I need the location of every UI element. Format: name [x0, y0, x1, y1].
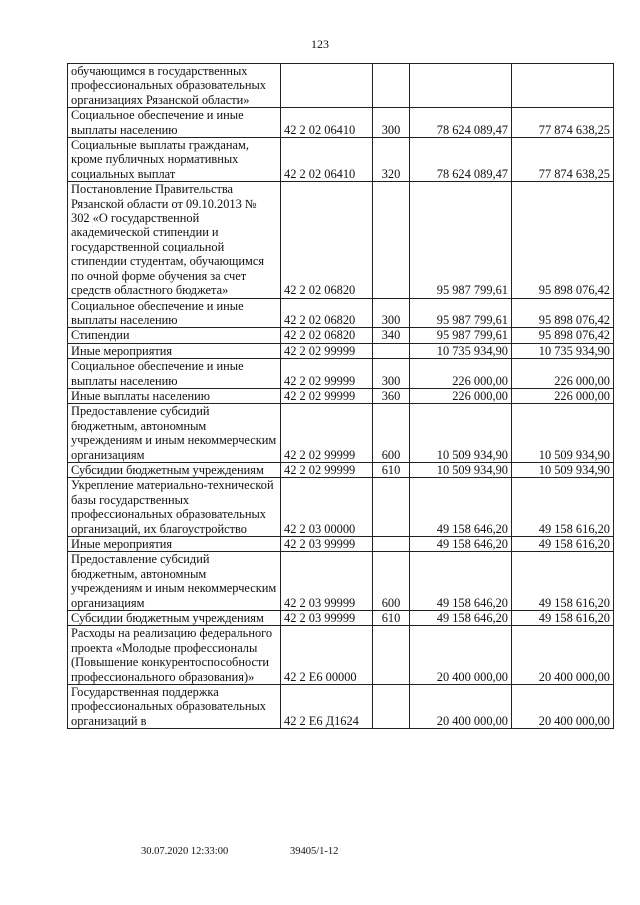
table-row	[68, 611, 614, 626]
table-row	[68, 182, 614, 298]
row-amount-1: 95 987 799,61	[410, 182, 512, 298]
row-code: 42 2 Е6 00000	[281, 626, 373, 685]
row-amount-1: 49 158 646,20	[410, 552, 512, 611]
row-code: 42 2 03 99999	[281, 611, 373, 626]
table-row	[68, 478, 614, 537]
row-expense-type: 360	[373, 388, 410, 403]
row-amount-2: 49 158 616,20	[512, 552, 614, 611]
row-name: Социальные выплаты гражданам, кроме публичных нормативных социальных выплат	[68, 138, 281, 182]
row-name: Расходы на реализацию федерального проекта «Молодые профессионалы (Повышение конкурентоспособности профессионального образования)»	[68, 626, 281, 685]
row-name: Иные мероприятия	[68, 343, 281, 358]
row-expense-type	[373, 626, 410, 685]
table-row	[68, 108, 614, 138]
row-name: обучающимся в государственных профессиональных образовательных организациях Рязанской области»	[68, 64, 281, 108]
row-amount-2: 20 400 000,00	[512, 626, 614, 685]
row-code: 42 2 02 06410	[281, 138, 373, 182]
row-code: 42 2 02 99999	[281, 462, 373, 477]
row-amount-2	[512, 64, 614, 108]
footer-timestamp: 30.07.2020 12:33:00	[141, 846, 229, 857]
row-name: Субсидии бюджетным учреждениям	[68, 462, 281, 477]
row-expense-type	[373, 685, 410, 729]
row-amount-1: 49 158 646,20	[410, 537, 512, 552]
row-amount-2: 95 898 076,42	[512, 182, 614, 298]
row-amount-2: 95 898 076,42	[512, 298, 614, 328]
row-amount-1: 20 400 000,00	[410, 626, 512, 685]
row-name: Предоставление субсидий бюджетным, автономным учреждениям и иным некоммерческим организациям	[68, 404, 281, 463]
row-name: Иные мероприятия	[68, 537, 281, 552]
table-row	[68, 685, 614, 729]
row-code: 42 2 02 06410	[281, 108, 373, 138]
row-expense-type: 320	[373, 138, 410, 182]
row-name: Стипендии	[68, 328, 281, 343]
row-code: 42 2 Е6 Д1624	[281, 685, 373, 729]
row-expense-type: 300	[373, 298, 410, 328]
row-name: Субсидии бюджетным учреждениям	[68, 611, 281, 626]
row-amount-1: 95 987 799,61	[410, 298, 512, 328]
row-amount-2: 77 874 638,25	[512, 138, 614, 182]
row-amount-1: 10 509 934,90	[410, 404, 512, 463]
row-amount-1: 10 509 934,90	[410, 462, 512, 477]
row-name: Постановление Правительства Рязанской области от 09.10.2013 № 302 «О государственной академической стипендии и государственной социальной стипендии студентам, обучающимся по очной форме обучения за счет средств областного бюджета»	[68, 182, 281, 298]
row-expense-type: 300	[373, 359, 410, 389]
row-amount-1: 49 158 646,20	[410, 478, 512, 537]
row-name: Укрепление материально-технической базы государственных профессиональных образовательных организаций, их благоустройство	[68, 478, 281, 537]
table-row	[68, 462, 614, 477]
row-amount-1: 78 624 089,47	[410, 138, 512, 182]
row-amount-2: 77 874 638,25	[512, 108, 614, 138]
budget-table-body	[68, 64, 614, 729]
table-row	[68, 64, 614, 108]
row-amount-2: 49 158 616,20	[512, 478, 614, 537]
row-expense-type: 610	[373, 462, 410, 477]
budget-table	[67, 63, 614, 729]
table-row	[68, 138, 614, 182]
row-name: Социальное обеспечение и иные выплаты населению	[68, 108, 281, 138]
row-expense-type: 300	[373, 108, 410, 138]
row-expense-type: 340	[373, 328, 410, 343]
row-name: Предоставление субсидий бюджетным, автономным учреждениям и иным некоммерческим организациям	[68, 552, 281, 611]
table-row	[68, 388, 614, 403]
page-number: 123	[311, 37, 329, 51]
row-amount-1: 49 158 646,20	[410, 611, 512, 626]
row-amount-2: 49 158 616,20	[512, 611, 614, 626]
row-code: 42 2 03 00000	[281, 478, 373, 537]
row-code: 42 2 02 06820	[281, 328, 373, 343]
table-row	[68, 537, 614, 552]
row-amount-2: 20 400 000,00	[512, 685, 614, 729]
footer-doc-id: 39405/1-12	[290, 846, 339, 857]
row-code: 42 2 02 06820	[281, 182, 373, 298]
row-code: 42 2 02 06820	[281, 298, 373, 328]
table-row	[68, 298, 614, 328]
row-name: Социальное обеспечение и иные выплаты населению	[68, 359, 281, 389]
row-amount-1: 226 000,00	[410, 359, 512, 389]
table-row	[68, 626, 614, 685]
row-amount-2: 226 000,00	[512, 359, 614, 389]
table-row	[68, 343, 614, 358]
table-row	[68, 404, 614, 463]
row-code: 42 2 03 99999	[281, 537, 373, 552]
row-code: 42 2 02 99999	[281, 359, 373, 389]
row-amount-1	[410, 64, 512, 108]
row-amount-2: 226 000,00	[512, 388, 614, 403]
row-code: 42 2 03 99999	[281, 552, 373, 611]
row-amount-1: 78 624 089,47	[410, 108, 512, 138]
row-expense-type	[373, 182, 410, 298]
row-amount-2: 49 158 616,20	[512, 537, 614, 552]
row-name: Иные выплаты населению	[68, 388, 281, 403]
row-expense-type	[373, 537, 410, 552]
row-amount-2: 10 735 934,90	[512, 343, 614, 358]
row-amount-1: 20 400 000,00	[410, 685, 512, 729]
row-expense-type: 600	[373, 404, 410, 463]
row-amount-1: 226 000,00	[410, 388, 512, 403]
table-row	[68, 552, 614, 611]
row-expense-type	[373, 64, 410, 108]
row-code: 42 2 02 99999	[281, 404, 373, 463]
row-code	[281, 64, 373, 108]
row-amount-2: 10 509 934,90	[512, 404, 614, 463]
row-expense-type: 610	[373, 611, 410, 626]
row-amount-2: 10 509 934,90	[512, 462, 614, 477]
row-amount-1: 95 987 799,61	[410, 328, 512, 343]
row-expense-type	[373, 343, 410, 358]
row-amount-1: 10 735 934,90	[410, 343, 512, 358]
row-expense-type: 600	[373, 552, 410, 611]
row-code: 42 2 02 99999	[281, 388, 373, 403]
table-row	[68, 359, 614, 389]
row-amount-2: 95 898 076,42	[512, 328, 614, 343]
row-name: Государственная поддержка профессиональных образовательных организаций в	[68, 685, 281, 729]
table-row	[68, 328, 614, 343]
row-code: 42 2 02 99999	[281, 343, 373, 358]
row-name: Социальное обеспечение и иные выплаты населению	[68, 298, 281, 328]
row-expense-type	[373, 478, 410, 537]
